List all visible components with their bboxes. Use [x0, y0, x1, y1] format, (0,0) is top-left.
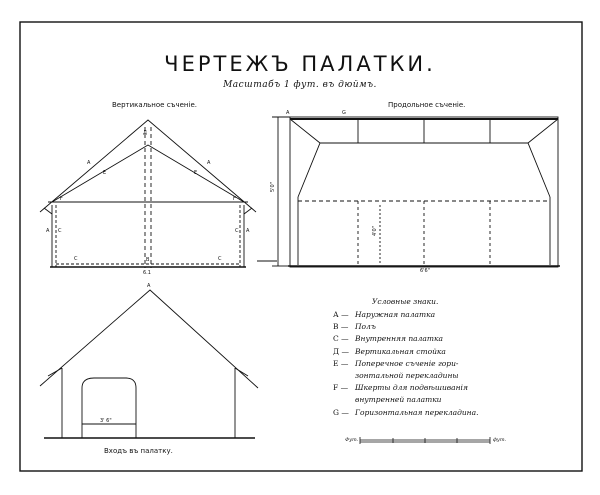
entrance-drawing [40, 290, 258, 438]
legend-item [333, 394, 478, 406]
legend-text: Шкерты для подвѣшиванія [355, 383, 468, 393]
scale-left-label: Фут. [345, 437, 359, 443]
legend-key: В — [333, 322, 349, 332]
label-door-width: 3' 6" [100, 418, 112, 424]
label-c-floor-left: С [74, 256, 78, 262]
label-length: 6'6" [420, 268, 431, 274]
longitudinal-section-caption: Продольное съченіе. [388, 101, 466, 109]
legend-item [333, 333, 478, 345]
label-base: 6.1 [143, 270, 151, 276]
legend-item [333, 407, 478, 419]
label-inner-height: 4'0" [372, 225, 378, 236]
legend-key: С — [333, 334, 349, 344]
legend-item [333, 309, 478, 321]
legend-item [333, 346, 478, 358]
vertical-section-drawing [40, 120, 256, 268]
label-apex: Д [143, 130, 147, 136]
legend-key: G — [333, 407, 349, 417]
legend-text: Вертикальная стойка [355, 346, 446, 356]
vertical-section-caption: Вертикальное съченіе. [112, 101, 197, 109]
legend-key: А — [333, 310, 349, 319]
legend-text: Горизонтальная перекладина. [355, 407, 479, 417]
legend-text: Наружная палатка [355, 310, 436, 319]
legend-text: внутренней палатки [355, 395, 442, 405]
label-e-right: Е [194, 170, 198, 176]
scale-right-label: фут. [493, 437, 507, 443]
legend-list [333, 309, 478, 419]
longitudinal-section-drawing [257, 117, 560, 267]
legend-text: Внутренняя палатка [355, 334, 443, 344]
label-f-left: F [60, 196, 63, 202]
label-entrance-apex: А [147, 283, 151, 289]
label-e-left: Е [103, 170, 107, 176]
scale-subtitle: Масштабъ 1 фут. въ дюймъ. [223, 80, 377, 90]
label-total-height: 5'0" [270, 181, 276, 192]
label-c-wall-right: С [235, 228, 239, 234]
label-top-a: А [286, 110, 290, 116]
label-f-right: F [233, 196, 236, 202]
scale-bar [360, 437, 490, 444]
label-top-g: G [342, 110, 346, 116]
label-c-floor-right: С [218, 256, 222, 262]
page-title: ЧЕРТЕЖЪ ПАЛАТКИ. [164, 52, 436, 76]
label-a-right: А [207, 160, 211, 166]
legend-item [333, 321, 478, 333]
label-a-left: А [87, 160, 91, 166]
legend-text: Полъ [355, 322, 376, 332]
legend-item [333, 382, 478, 394]
label-c-wall-left: С [58, 228, 62, 234]
entrance-caption: Входъ въ палатку. [104, 447, 173, 455]
label-a-wall-right: А [246, 228, 250, 234]
legend-item [333, 358, 478, 370]
legend-item [333, 370, 478, 382]
legend-text: зонтальной перекладины [355, 370, 459, 380]
legend-key: Е — [333, 358, 349, 368]
legend-heading: Условные знаки. [372, 297, 439, 306]
label-a-wall-left: А [46, 228, 50, 234]
label-b-floor: В [146, 257, 150, 263]
legend-key: Д — [333, 346, 349, 356]
legend-text: Поперечное съченіе гори- [355, 358, 459, 368]
legend-key: F — [333, 383, 349, 393]
